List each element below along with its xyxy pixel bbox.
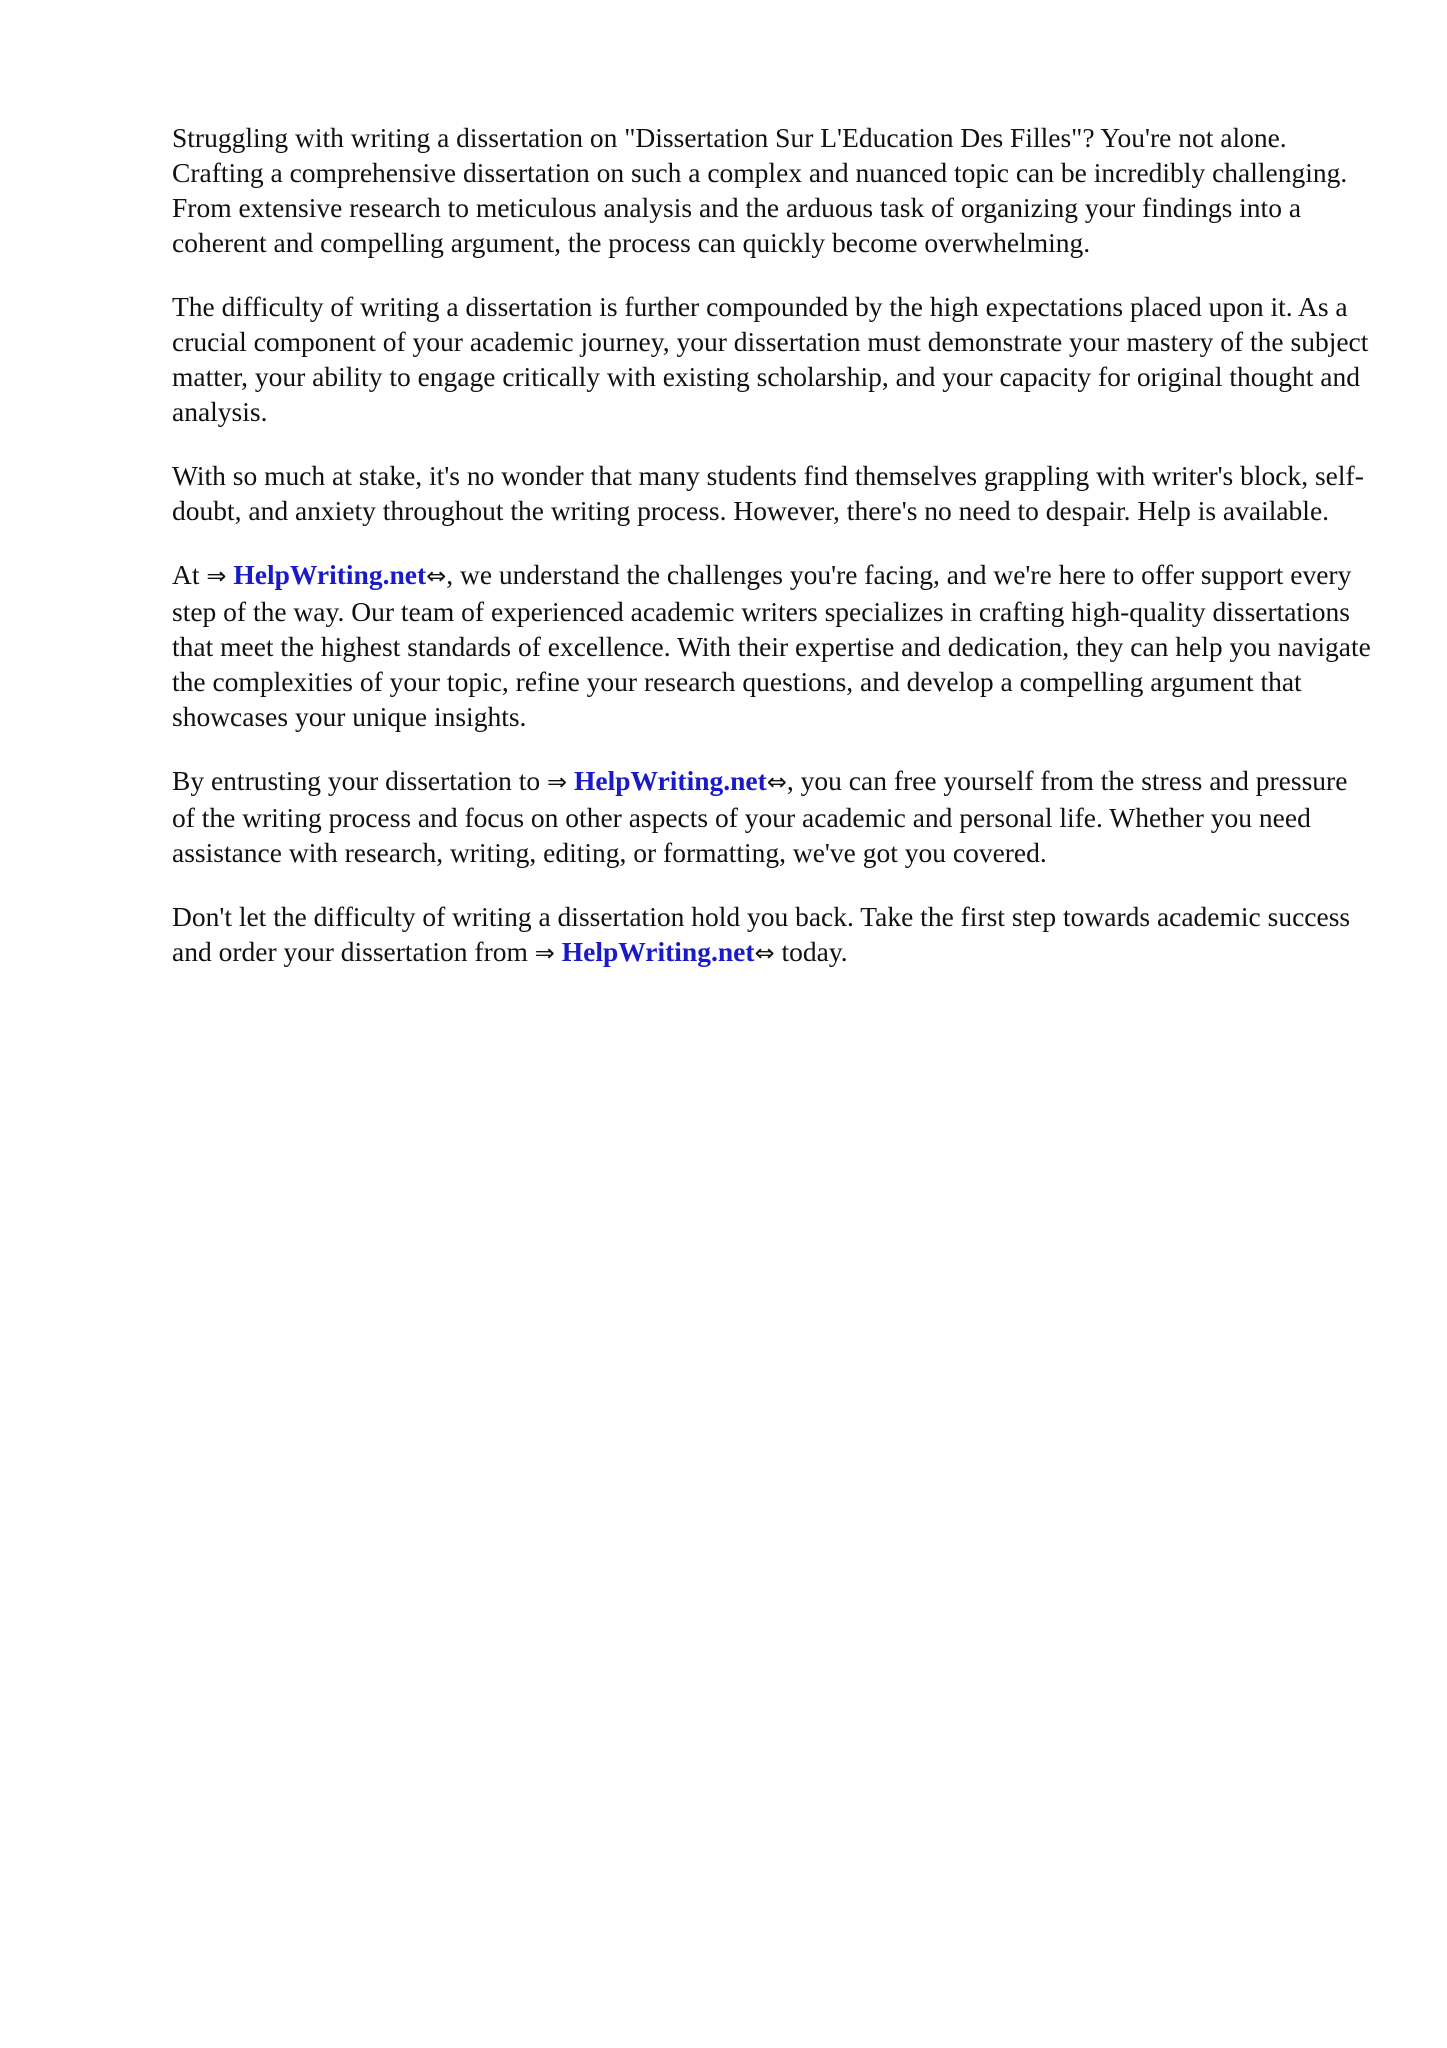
left-right-double-arrow-icon: ⇔ bbox=[754, 939, 775, 967]
paragraph-entrust-lead: By entrusting your dissertation to bbox=[172, 765, 548, 796]
paragraph-entrust-rest: , you can free yourself from the stress and pressure of the writing process and focus on other aspects of your academic and personal life. Whether you need assistance with research, writing, editing, or formatting, we've got you covered. bbox=[172, 765, 1348, 868]
paragraph-difficulty: The difficulty of writing a dissertation is further compounded by the high expectations placed upon it. As a crucial component of your academic journey, your dissertation must demonstrate your mastery of the subject matter, your ability to engage critically with existing scholarship, and your capacity for original thought and analysis. bbox=[172, 291, 1369, 427]
paragraph-entrust bbox=[172, 763, 1372, 870]
helpwriting-link[interactable]: HelpWriting.net bbox=[561, 936, 755, 967]
helpwriting-link[interactable]: HelpWriting.net bbox=[574, 765, 767, 796]
paragraph-offer-lead: At bbox=[172, 559, 207, 590]
paragraph-stakes: With so much at stake, it's no wonder that many students find themselves grappling with writer's block, self-doubt, and anxiety throughout the writing process. However, there's no need to despair. Help is available. bbox=[172, 460, 1364, 526]
left-right-double-arrow-icon: ⇔ bbox=[426, 562, 447, 590]
paragraph-offer-rest: , we understand the challenges you're facing, and we're here to offer support every step of the way. Our team of experienced academic writers specializes in crafting high-quality dissertations that meet the highest standards of excellence. With their expertise and dedication, they can help you navigate the complexities of your topic, refine your research questions, and develop a compelling argument that showcases your unique insights. bbox=[172, 559, 1371, 732]
paragraph-intro: Struggling with writing a dissertation on "Dissertation Sur L'Education Des Filles"? You're not alone. Crafting a comprehensive dissertation on such a complex and nuanced topic can be incredibly challenging. From extensive research to meticulous analysis and the arduous task of organizing your findings into a coherent and compelling argument, the process can quickly become overwhelming. bbox=[172, 122, 1348, 258]
paragraph-cta-rest: today. bbox=[774, 936, 848, 967]
paragraph-cta bbox=[172, 899, 1372, 971]
right-double-arrow-icon: ⇒ bbox=[206, 562, 227, 590]
right-double-arrow-icon: ⇒ bbox=[534, 939, 555, 967]
paragraph-offer bbox=[172, 557, 1372, 734]
paragraph-cta-lead: Don't let the difficulty of writing a dissertation hold you back. Take the first step towards academic success and order your dissertation from bbox=[172, 901, 1351, 967]
left-right-double-arrow-icon: ⇔ bbox=[766, 768, 787, 796]
helpwriting-link[interactable]: HelpWriting.net bbox=[233, 559, 427, 590]
document-body bbox=[172, 120, 1372, 1000]
right-double-arrow-icon: ⇒ bbox=[547, 768, 568, 796]
